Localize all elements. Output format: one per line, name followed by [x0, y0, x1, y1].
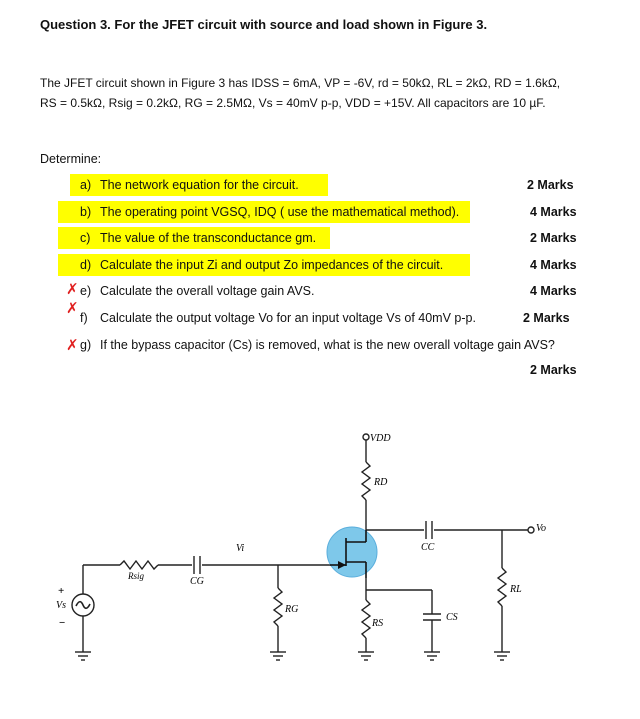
question-e-label: e)	[80, 284, 92, 298]
rs-resistor	[362, 600, 370, 638]
cc-label: CC	[421, 542, 435, 553]
vdd-label: VDD	[370, 433, 391, 444]
vs-label: Vs	[56, 600, 66, 611]
rd-label: RD	[374, 477, 388, 488]
question-g-text: If the bypass capacitor (Cs) is removed, what is the new overall voltage gain AVS?	[100, 338, 555, 352]
question-a-label: a)	[80, 178, 92, 192]
vi-label: Vi	[236, 543, 245, 554]
description-line-2: RS = 0.5kΩ, Rsig = 0.2kΩ, RG = 2.5MΩ, Vs = 40mV p-p, VDD = +15V. All capacitors are 10 µF.	[40, 96, 546, 110]
vs-minus: −	[59, 617, 66, 629]
vo-label: Vo	[536, 523, 546, 534]
question-b-text: The operating point VGSQ, IDQ ( use the mathematical method).	[100, 205, 460, 219]
rl-resistor	[498, 568, 506, 606]
rg-resistor	[274, 588, 282, 626]
rl-label: RL	[510, 584, 522, 595]
cross-mark-f: ✗	[66, 300, 79, 317]
question-f-text: Calculate the output voltage Vo for an input voltage Vs of 40mV p-p.	[100, 311, 476, 325]
rd-resistor	[362, 462, 370, 500]
cross-mark-g: ✗	[66, 337, 79, 354]
question-c-label: c)	[80, 231, 91, 245]
question-e-text: Calculate the overall voltage gain AVS.	[100, 284, 315, 298]
question-d-marks: 4 Marks	[530, 258, 577, 272]
question-d-label: d)	[80, 258, 92, 272]
vo-node	[528, 527, 534, 533]
rg-label: RG	[285, 604, 299, 615]
cs-label: CS	[446, 612, 458, 623]
question-f-marks: 2 Marks	[523, 311, 570, 325]
question-a-marks: 2 Marks	[527, 178, 574, 192]
question-c-marks: 2 Marks	[530, 231, 577, 245]
question-b-label: b)	[80, 205, 92, 219]
jfet-transistor	[327, 527, 377, 577]
vdd-node	[363, 434, 369, 440]
question-e-marks: 4 Marks	[530, 284, 577, 298]
question-c-text: The value of the transconductance gm.	[100, 231, 317, 245]
question-g-label: g)	[80, 338, 92, 352]
question-g-marks: 2 Marks	[530, 363, 577, 377]
rs-label: RS	[372, 618, 384, 629]
question-f-label: f)	[80, 311, 88, 325]
cg-label: CG	[190, 576, 204, 587]
question-a-text: The network equation for the circuit.	[100, 178, 299, 192]
cross-mark-e: ✗	[66, 281, 79, 298]
description-line-1: The JFET circuit shown in Figure 3 has IDSS = 6mA, VP = -6V, rd = 50kΩ, RL = 2kΩ, RD = 1.6kΩ,	[40, 76, 561, 90]
rsig-resistor	[120, 561, 158, 569]
vs-plus: +	[58, 585, 65, 597]
question-title: Question 3. For the JFET circuit with source and load shown in Figure 3.	[40, 17, 488, 32]
question-d-text: Calculate the input Zi and output Zo impedances of the circuit.	[100, 258, 444, 272]
question-b-marks: 4 Marks	[530, 205, 577, 219]
determine-label: Determine:	[40, 152, 102, 166]
rsig-label: Rsig	[128, 571, 145, 581]
